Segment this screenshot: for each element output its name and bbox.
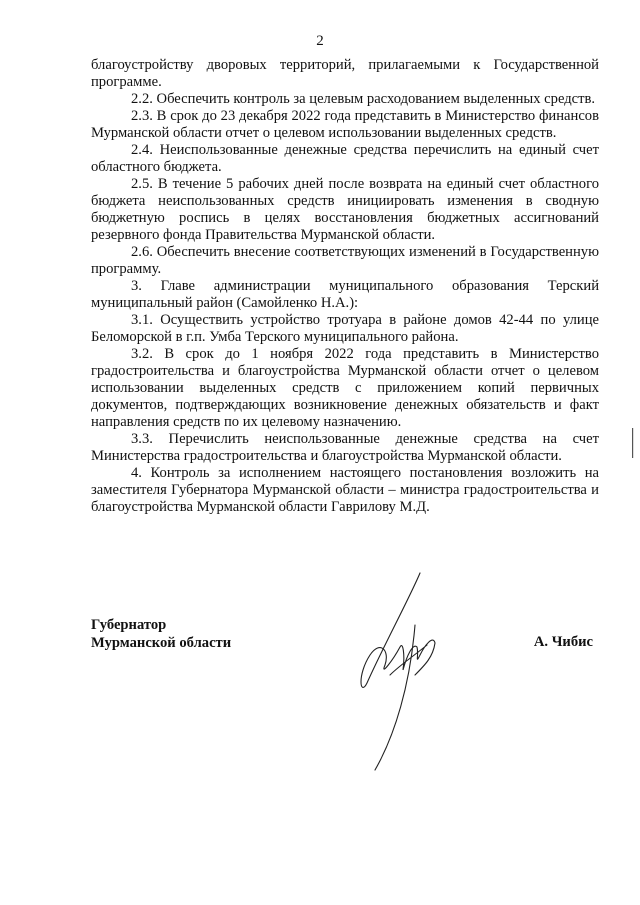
paragraph-3-3: 3.3. Перечислить неиспользованные денежные средства на счет Министерства градостроительства и благоустройства Мурманской области. [91,431,599,464]
signatory-title-line1: Губернатор [91,617,167,633]
signatory-title-line2: Мурманской области [91,635,232,651]
paragraph-2-4: 2.4. Неиспользованные денежные средства перечислить на единый счет областного бюджета. [91,142,599,175]
paragraph-2-3: 2.3. В срок до 23 декабря 2022 года представить в Министерство финансов Мурманской области отчет о целевом использовании выделенных средств. [91,108,599,141]
paragraph-2-5: 2.5. В течение 5 рабочих дней после возврата на единый счет областного бюджета неиспользованных средств инициировать изменения в сводную бюджетную роспись в целях восстановления бюджетных ассигнований резервного фонда Правительства Мурманской области. [91,176,599,243]
paragraph-continuation: благоустройству дворовых территорий, прилагаемыми к Государственной программе. [91,57,599,90]
handwritten-signature [345,565,465,780]
paragraph-3: 3. Главе администрации муниципального образования Терский муниципальный район (Самойленко Н.А.): [91,278,599,311]
document-body [91,57,599,516]
paragraph-4: 4. Контроль за исполнением настоящего постановления возложить на заместителя Губернатора Мурманской области – министра градостроительства и благоустройства Мурманской области Гаврилову М.Д. [91,465,599,515]
paragraph-3-1: 3.1. Осуществить устройство тротуара в районе домов 42-44 по улице Беломорской в г.п. Умба Терского муниципального района. [91,312,599,345]
signatory-title [91,616,231,652]
signatory-name: А. Чибис [533,634,593,650]
margin-scan-mark [630,428,636,463]
paragraph-2-2: 2.2. Обеспечить контроль за целевым расходованием выделенных средств. [131,91,596,107]
paragraph-3-2: 3.2. В срок до 1 ноября 2022 года представить в Министерство градостроительства и благоустройства Мурманской области отчет о целевом использовании выделенных средств с приложением копий первичных документов, подтверждающих возникновение денежных обязательств и факт направления средств по их целевому назначению. [91,346,599,430]
paragraph-2-6: 2.6. Обеспечить внесение соответствующих изменений в Государственную программу. [91,244,599,277]
page-number: 2 [316,33,324,49]
